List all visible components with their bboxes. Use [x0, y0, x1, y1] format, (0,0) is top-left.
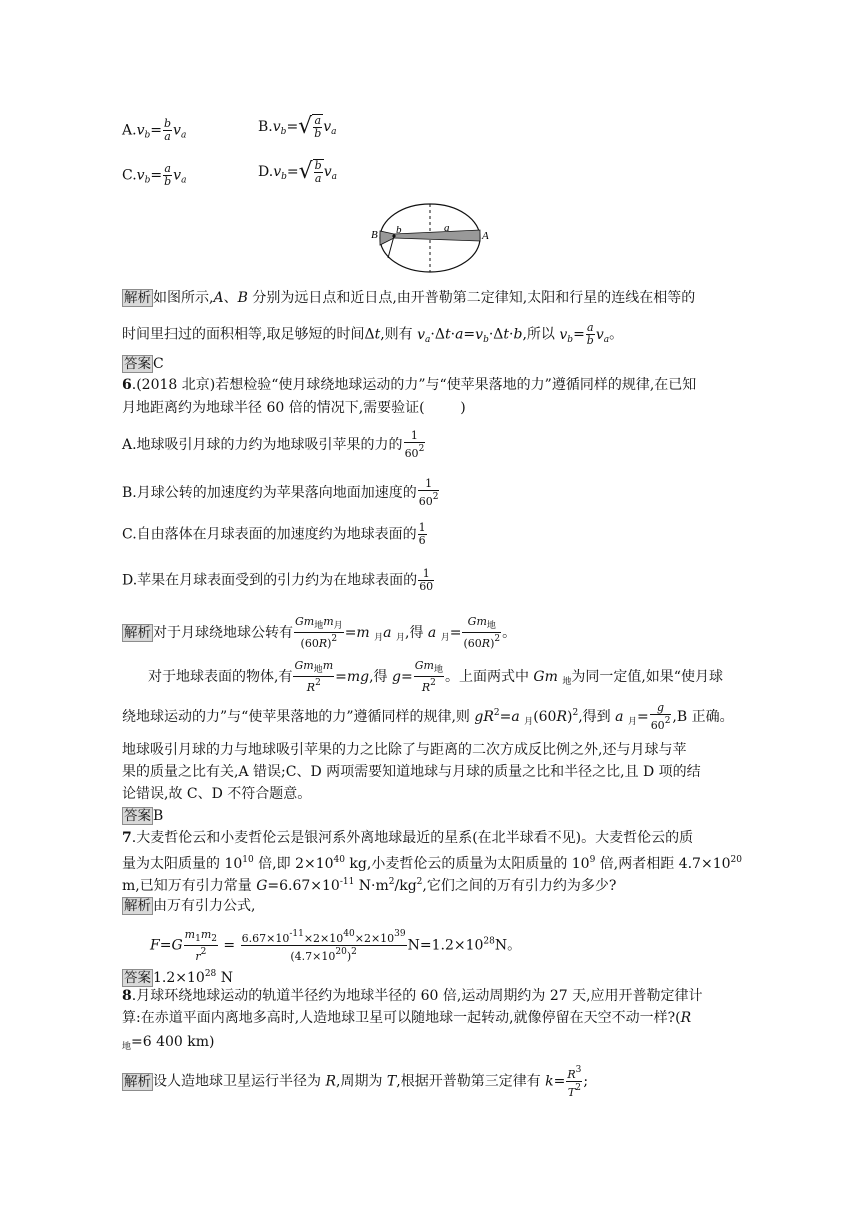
q5-answer: 答案 C: [124, 356, 164, 372]
q6-stem-line1: 6.(2018 北京)若想检验“使月球绕地球运动的力”与“使苹果落地的力”遵循同样的规律,在已知: [122, 377, 697, 393]
answer-tag: 答案: [124, 808, 151, 824]
fig-label-a-lower: a: [444, 222, 450, 234]
q6-option-a: A.地球吸引月球的力约为地球吸引苹果的力的 $\frac{1}{60^2}$: [122, 429, 425, 460]
q7-answer: 答案 $1.2\times 10^{28}$ N: [124, 969, 233, 986]
q6-option-c: C.自由落体在月球表面的加速度约为地球表面的 $\frac{1}{6}$: [122, 521, 426, 547]
analysis-tag: 解析: [124, 898, 151, 914]
fig-label-b-lower: b: [396, 224, 402, 236]
q8-analysis-line1: 解析 设人造地球卫星运行半径为 R,周期为 T,根据开普勒第三定律有 k= $\frac{R^3}{T^2}$ ;: [124, 1065, 589, 1099]
q6-option-d: D.苹果在月球表面受到的引力约为在地球表面的 $\frac{1}{60}$: [122, 567, 434, 593]
q6-stem-line2: 月地距离约为地球半径 60 倍的情况下,需要验证( ): [122, 400, 466, 416]
q6-analysis-p3c: 论错误,故 C、D 不符合题意。: [122, 786, 312, 802]
q6-analysis-p3b: 果的质量之比有关,A 错误;C、D 两项需要知道地球与月球的质量之比和半径之比,且 D 项的结: [122, 764, 701, 780]
answer-tag: 答案: [124, 970, 151, 986]
q6-analysis-p1: 解析 对于月球绕地球公转有 $\frac{Gm_地m_月}{(60R)^2}$ =m $_月$a $_月$,得 a $_月$= $\frac{Gm_地}{(60R)^2}$ 。: [124, 615, 517, 650]
q6-answer: 答案 B: [124, 808, 164, 824]
fig-label-b-upper: B: [371, 229, 378, 241]
q5-analysis-line1: 解析 如图所示,A、B 分别为远日点和近日点,由开普勒第二定律知,太阳和行星的连线在相等的: [124, 290, 696, 306]
q7-stem-line3: m,已知万有引力常量 $G=6.67\times 10^{-11}$ $N\cdot m^2/kg^2$,它们之间的万有引力约为多少?: [122, 877, 617, 894]
q5-option-c: $C.v_b=$ $\frac{a}{b}$ $v_a$: [122, 162, 187, 188]
fig-label-a-upper: A: [482, 230, 489, 242]
q5-analysis-line2: 时间里扫过的面积相等,取足够短的时间Δt,则有 $v_a\cdot\Delta t\cdot a=v_b\cdot\Delta t\cdot b$,所以 $v_b=$ $\frac{a}{b}$ $v_a$。: [122, 321, 624, 347]
q7-stem-line1: 7.大麦哲伦云和小麦哲伦云是银河系外离地球最近的星系(在北半球看不见)。大麦哲伦云的质: [122, 830, 694, 846]
answer-tag: 答案: [124, 356, 151, 372]
analysis-tag: 解析: [124, 1073, 151, 1090]
q7-stem-line2: 量为太阳质量的 $10^{10}$ 倍,即 $2\times 10^{40}$ kg,小麦哲伦云的质量为太阳质量的 $10^9$ 倍,两者相距 $4.7\times 10^{20}$: [122, 855, 742, 872]
q8-stem-line2: 算:在赤道平面内离地多高时,人造地球卫星可以随地球一起转动,就像停留在天空不动一样?(R: [122, 1010, 692, 1026]
analysis-tag: 解析: [124, 625, 151, 641]
q8-stem-line3: $_地$=6 400 km): [122, 1034, 215, 1052]
q6-option-b: B.月球公转的加速度约为苹果落向地面加速度的 $\frac{1}{60^2}$: [122, 477, 439, 508]
q7-formula: F=G $\frac{m_1m_2}{r^2}$ = $\frac{6.67\times 10^{-11}\times 2\times 10^{40}\times 2\times 10^{39}}{(4.7\times 10^{20})^2}$ $N=1.2\times 10^{28}N$。: [150, 927, 522, 963]
ellipse-orbit-figure: [370, 200, 492, 276]
q7-analysis-line1: 解析 由万有引力公式,: [124, 898, 256, 914]
analysis-tag: 解析: [124, 290, 151, 306]
q8-stem-line1: 8.月球环绕地球运动的轨道半径约为地球半径的 60 倍,运动周期约为 27 天,应用开普勒定律计: [122, 988, 703, 1004]
q5-option-d: $D.v_b=$ √ $\frac{b}{a}$ $v_a$: [258, 159, 337, 185]
q6-analysis-p3a: 地球吸引月球的力与地球吸引苹果的力之比除了与距离的二次方成反比例之外,还与月球与苹: [122, 742, 687, 758]
q6-analysis-p2a: 对于地球表面的物体,有 $\frac{Gm_地m}{R^2}$ =mg,得 g= $\frac{Gm_地}{R^2}$ 。上面两式中 Gm $_地$为同一定值,如果“使月球: [148, 659, 723, 694]
q5-option-a: $A.v_b=$ $\frac{b}{a}$ $v_a$: [122, 117, 187, 143]
q6-analysis-p2b: 绕地球运动的力”与“使苹果落地的力”遵循同样的规律,则 $gR^2=a$ $_月(60R)^2$,得到 a $_月$= $\frac{g}{60^2}$ ,B 正确。: [122, 701, 734, 732]
q5-option-b: $B.v_b=$ √ $\frac{a}{b}$ $v_a$: [258, 114, 337, 140]
